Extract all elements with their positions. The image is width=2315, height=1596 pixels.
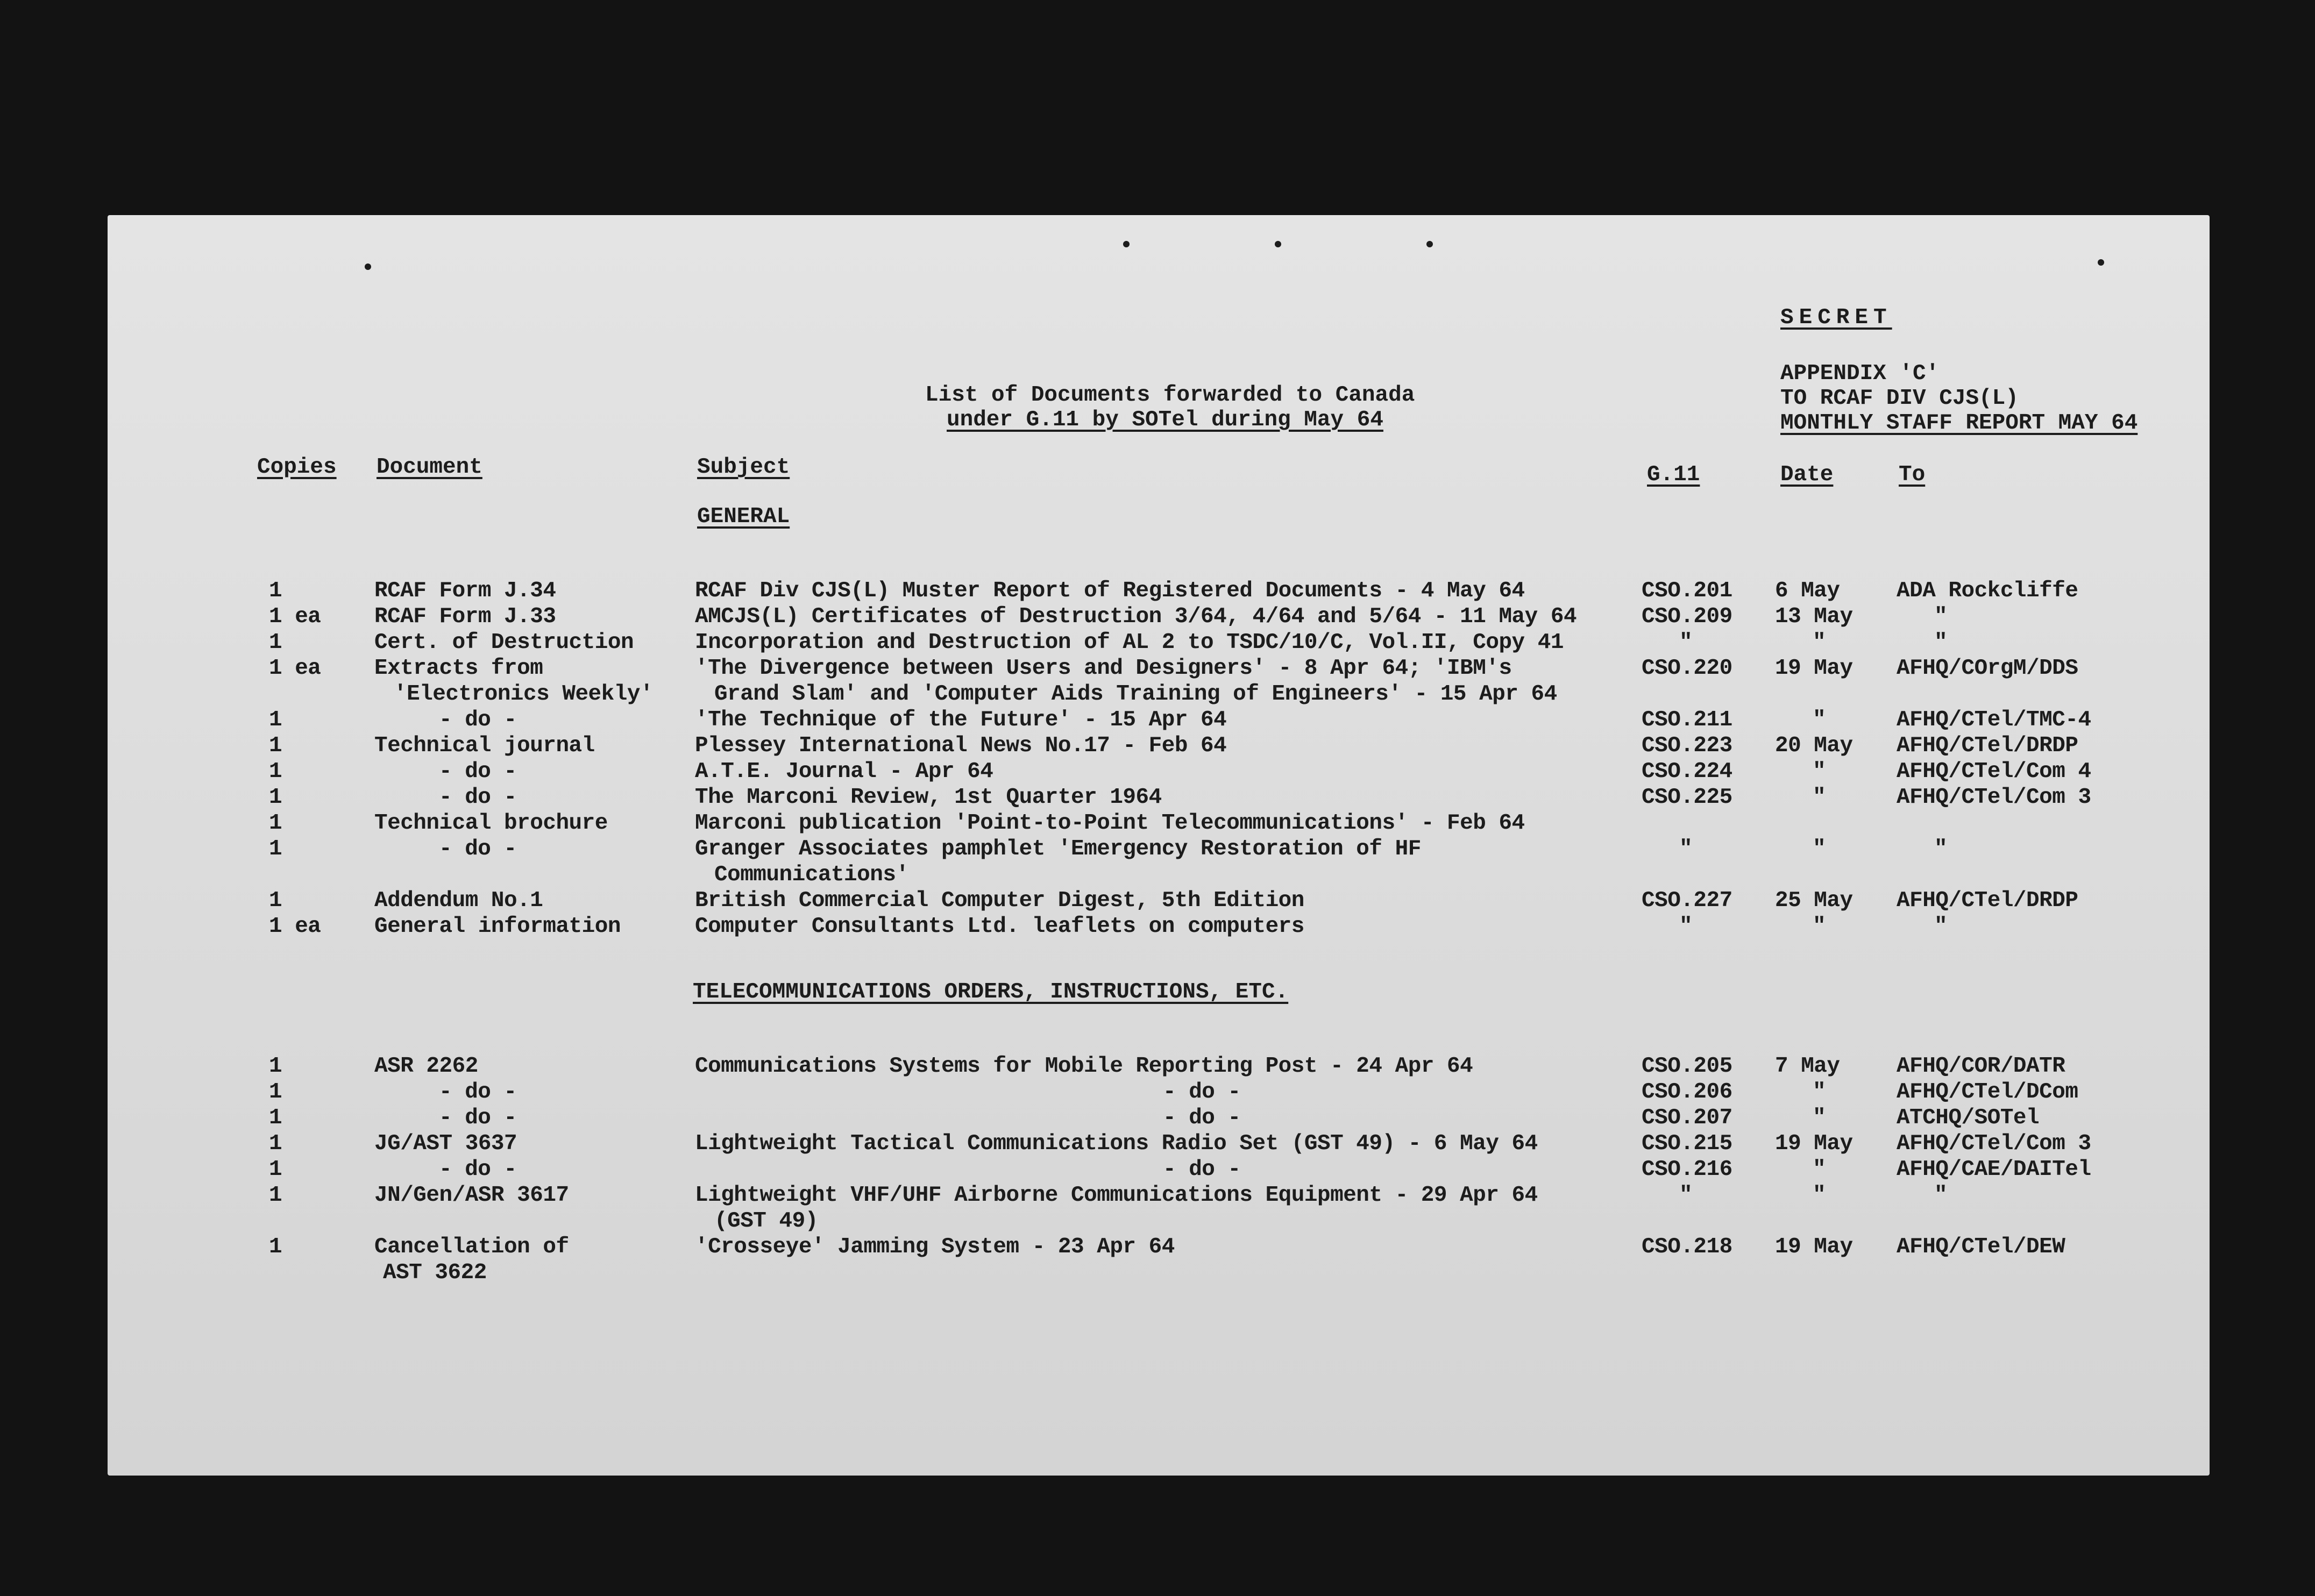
cell-to: " — [1934, 837, 1948, 861]
cell-to: AFHQ/CTel/Com 3 — [1897, 785, 2091, 810]
cell-document: General information — [374, 914, 621, 939]
table-row — [108, 604, 2210, 629]
secret-marking: SECRET — [1780, 305, 1892, 330]
punch-dot — [365, 263, 371, 270]
cell-g11: " — [1679, 914, 1693, 939]
table-row — [108, 811, 2210, 836]
table-row — [108, 759, 2210, 784]
cell-date: " — [1813, 914, 1826, 939]
cell-copies: 1 — [269, 708, 282, 732]
cell-document: Extracts from — [374, 656, 543, 681]
cell-copies: 1 — [269, 1054, 282, 1079]
table-row — [108, 1080, 2210, 1105]
appendix-line-2: TO RCAF DIV CJS(L) — [1780, 386, 2019, 411]
cell-document: JG/AST 3637 — [374, 1131, 517, 1156]
cell-to: AFHQ/CTel/DRDP — [1897, 733, 2078, 758]
cell-subject: Lightweight Tactical Communications Radio Set (GST 49) - 6 May 64 — [695, 1131, 1538, 1156]
table-row — [108, 1106, 2210, 1130]
cell-to: ADA Rockcliffe — [1897, 579, 2078, 603]
page-title: List of Documents forwarded to Canada — [925, 383, 1415, 408]
cell-date: " — [1813, 1080, 1826, 1105]
cell-subject: 'The Divergence between Users and Designers' - 8 Apr 64; 'IBM's — [695, 656, 1512, 681]
cell-date: 19 May — [1775, 656, 1853, 681]
table-row — [108, 656, 2210, 681]
punch-dot — [2098, 259, 2104, 266]
column-header-to: To — [1899, 462, 1926, 487]
cell-document: Cancellation of — [374, 1235, 569, 1259]
table-row — [108, 1157, 2210, 1182]
cell-document: - do - — [439, 1157, 517, 1182]
punch-dot — [1426, 241, 1433, 247]
table-row — [108, 863, 2210, 887]
punch-dot — [1123, 241, 1130, 247]
cell-g11: CSO.216 — [1642, 1157, 1732, 1182]
cell-copies: 1 ea — [269, 604, 321, 629]
document-page — [108, 215, 2210, 1476]
cell-g11: " — [1679, 1183, 1693, 1208]
table-row — [108, 1209, 2210, 1234]
table-row — [108, 1183, 2210, 1208]
column-header-subject: Subject — [697, 455, 790, 480]
cell-g11: CSO.215 — [1642, 1131, 1732, 1156]
cell-subject: Marconi publication 'Point-to-Point Telecommunications' - Feb 64 — [695, 811, 1525, 836]
cell-g11: CSO.209 — [1642, 604, 1732, 629]
cell-date: " — [1813, 785, 1826, 810]
table-row — [108, 630, 2210, 655]
cell-subject: Computer Consultants Ltd. leaflets on computers — [695, 914, 1304, 939]
cell-date: 19 May — [1775, 1131, 1853, 1156]
cell-subject: Grand Slam' and 'Computer Aids Training of Engineers' - 15 Apr 64 — [714, 682, 1557, 707]
cell-subject: Communications' — [714, 863, 909, 887]
cell-date: " — [1813, 759, 1826, 784]
cell-copies: 1 — [269, 579, 282, 603]
column-header-date: Date — [1780, 462, 1834, 487]
cell-document: AST 3622 — [383, 1260, 487, 1285]
column-header-document: Document — [377, 455, 482, 480]
cell-to: " — [1934, 604, 1948, 629]
cell-subject: Communications Systems for Mobile Reporting Post - 24 Apr 64 — [695, 1054, 1473, 1079]
cell-date: " — [1813, 708, 1826, 732]
cell-subject: 'Crosseye' Jamming System - 23 Apr 64 — [695, 1235, 1175, 1259]
cell-subject: Plessey International News No.17 - Feb 64 — [695, 733, 1227, 758]
cell-copies: 1 ea — [269, 914, 321, 939]
cell-date: 7 May — [1775, 1054, 1840, 1079]
cell-copies: 1 — [269, 888, 282, 913]
cell-copies: 1 — [269, 811, 282, 836]
cell-subject: The Marconi Review, 1st Quarter 1964 — [695, 785, 1162, 810]
cell-copies: 1 — [269, 759, 282, 784]
cell-document: ASR 2262 — [374, 1054, 478, 1079]
cell-copies: 1 — [269, 1106, 282, 1130]
cell-to: " — [1934, 1183, 1948, 1208]
column-header-g11: G.11 — [1647, 462, 1700, 487]
cell-date: 6 May — [1775, 579, 1840, 603]
cell-date: 13 May — [1775, 604, 1853, 629]
cell-date: 20 May — [1775, 733, 1853, 758]
cell-copies: 1 ea — [269, 656, 321, 681]
cell-date: " — [1813, 630, 1826, 655]
cell-copies: 1 — [269, 837, 282, 861]
cell-copies: 1 — [269, 1080, 282, 1105]
cell-document: RCAF Form J.34 — [374, 579, 556, 603]
cell-g11: CSO.218 — [1642, 1235, 1732, 1259]
cell-subject: 'The Technique of the Future' - 15 Apr 64 — [695, 708, 1227, 732]
table-row — [108, 837, 2210, 861]
cell-to: AFHQ/CTel/Com 3 — [1897, 1131, 2091, 1156]
cell-subject: British Commercial Computer Digest, 5th Edition — [695, 888, 1304, 913]
cell-to: AFHQ/COR/DATR — [1897, 1054, 2065, 1079]
cell-document: JN/Gen/ASR 3617 — [374, 1183, 569, 1208]
cell-to: AFHQ/CAE/DAITel — [1897, 1157, 2091, 1182]
cell-g11: CSO.205 — [1642, 1054, 1732, 1079]
cell-document: - do - — [439, 1080, 517, 1105]
cell-to: AFHQ/CTel/DRDP — [1897, 888, 2078, 913]
cell-copies: 1 — [269, 630, 282, 655]
cell-g11: CSO.224 — [1642, 759, 1732, 784]
cell-date: " — [1813, 1106, 1826, 1130]
cell-document: - do - — [439, 785, 517, 810]
cell-document: RCAF Form J.33 — [374, 604, 556, 629]
cell-document: - do - — [439, 759, 517, 784]
table-row — [108, 682, 2210, 707]
cell-subject: Lightweight VHF/UHF Airborne Communications Equipment - 29 Apr 64 — [695, 1183, 1538, 1208]
page-subtitle: under G.11 by SOTel during May 64 — [947, 408, 1383, 432]
cell-document: Technical brochure — [374, 811, 608, 836]
cell-subject: A.T.E. Journal - Apr 64 — [695, 759, 993, 784]
cell-subject: Incorporation and Destruction of AL 2 to TSDC/10/C, Vol.II, Copy 41 — [695, 630, 1564, 655]
cell-copies: 1 — [269, 1157, 282, 1182]
table-row — [108, 579, 2210, 603]
cell-document: Addendum No.1 — [374, 888, 543, 913]
cell-subject: AMCJS(L) Certificates of Destruction 3/64, 4/64 and 5/64 - 11 May 64 — [695, 604, 1577, 629]
cell-subject: (GST 49) — [714, 1209, 818, 1234]
cell-date: " — [1813, 837, 1826, 861]
appendix-line-1: APPENDIX 'C' — [1780, 361, 1940, 386]
column-header-copies: Copies — [257, 455, 337, 480]
appendix-line-3: MONTHLY STAFF REPORT MAY 64 — [1780, 411, 2138, 436]
cell-copies: 1 — [269, 1131, 282, 1156]
cell-subject: - do - — [1163, 1106, 1241, 1130]
cell-date: " — [1813, 1183, 1826, 1208]
cell-document: - do - — [439, 708, 517, 732]
cell-g11: CSO.227 — [1642, 888, 1732, 913]
cell-subject: Granger Associates pamphlet 'Emergency Restoration of HF — [695, 837, 1421, 861]
cell-copies: 1 — [269, 785, 282, 810]
section-title: GENERAL — [697, 504, 790, 529]
cell-date: 25 May — [1775, 888, 1853, 913]
table-row — [108, 1260, 2210, 1285]
cell-g11: CSO.223 — [1642, 733, 1732, 758]
cell-to: AFHQ/CTel/Com 4 — [1897, 759, 2091, 784]
cell-to: " — [1934, 630, 1948, 655]
table-row — [108, 1054, 2210, 1079]
cell-g11: CSO.207 — [1642, 1106, 1732, 1130]
cell-g11: CSO.220 — [1642, 656, 1732, 681]
table-row — [108, 785, 2210, 810]
punch-dot — [1275, 241, 1281, 247]
cell-date: 19 May — [1775, 1235, 1853, 1259]
cell-subject: - do - — [1163, 1157, 1241, 1182]
cell-to: " — [1934, 914, 1948, 939]
table-row — [108, 1235, 2210, 1259]
cell-g11: " — [1679, 630, 1693, 655]
cell-document: - do - — [439, 837, 517, 861]
table-row — [108, 733, 2210, 758]
section-title: TELECOMMUNICATIONS ORDERS, INSTRUCTIONS, ETC. — [693, 980, 1289, 1004]
table-row — [108, 888, 2210, 913]
cell-g11: " — [1679, 837, 1693, 861]
cell-g11: CSO.225 — [1642, 785, 1732, 810]
table-row — [108, 914, 2210, 939]
cell-document: 'Electronics Weekly' — [394, 682, 654, 707]
table-row — [108, 1131, 2210, 1156]
cell-to: AFHQ/CTel/DCom — [1897, 1080, 2078, 1105]
cell-document: Cert. of Destruction — [374, 630, 634, 655]
cell-copies: 1 — [269, 1235, 282, 1259]
table-row — [108, 708, 2210, 732]
cell-g11: CSO.211 — [1642, 708, 1732, 732]
cell-copies: 1 — [269, 733, 282, 758]
cell-to: AFHQ/CTel/TMC-4 — [1897, 708, 2091, 732]
cell-g11: CSO.201 — [1642, 579, 1732, 603]
cell-document: - do - — [439, 1106, 517, 1130]
cell-date: " — [1813, 1157, 1826, 1182]
cell-subject: RCAF Div CJS(L) Muster Report of Registered Documents - 4 May 64 — [695, 579, 1525, 603]
cell-subject: - do - — [1163, 1080, 1241, 1105]
cell-to: AFHQ/CTel/DEW — [1897, 1235, 2065, 1259]
cell-g11: CSO.206 — [1642, 1080, 1732, 1105]
cell-to: ATCHQ/SOTel — [1897, 1106, 2040, 1130]
cell-to: AFHQ/COrgM/DDS — [1897, 656, 2078, 681]
cell-document: Technical journal — [374, 733, 595, 758]
cell-copies: 1 — [269, 1183, 282, 1208]
